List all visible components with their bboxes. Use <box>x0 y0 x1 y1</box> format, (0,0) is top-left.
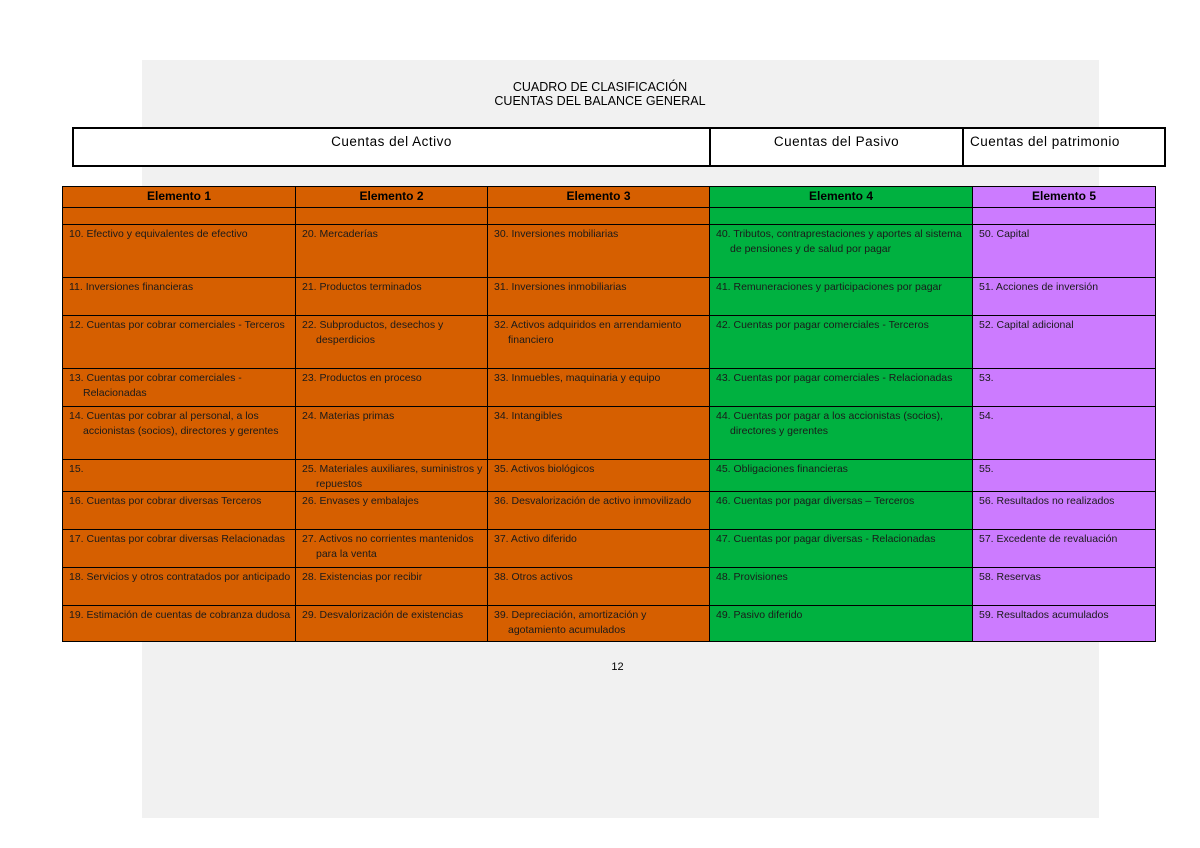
account-cell <box>488 460 710 492</box>
account-label: 31. Inversiones inmobiliarias <box>494 281 627 293</box>
account-label: 11. Inversiones financieras <box>69 281 194 293</box>
accounts-table <box>62 186 1156 642</box>
account-cell <box>488 606 710 642</box>
account-label: 33. Inmuebles, maquinaria y equipo <box>494 372 661 384</box>
account-label: 26. Envases y embalajes <box>302 495 419 507</box>
account-row <box>63 278 1156 316</box>
account-cell <box>63 460 296 492</box>
account-cell <box>710 225 973 278</box>
account-row <box>63 568 1156 606</box>
account-label: 50. Capital <box>979 228 1030 240</box>
account-cell <box>63 568 296 606</box>
account-cell <box>296 530 488 568</box>
account-cell <box>296 225 488 278</box>
account-label: 44. Cuentas por pagar a los accionistas (socios), directores y gerentes <box>716 410 944 437</box>
account-cell <box>63 407 296 460</box>
account-label: 16. Cuentas por cobrar diversas Terceros <box>69 495 262 507</box>
account-label: 25. Materiales auxiliares, suministros y repuestos <box>302 463 483 490</box>
account-label: 35. Activos biológicos <box>494 463 595 475</box>
account-cell <box>488 278 710 316</box>
account-cell <box>63 225 296 278</box>
category-header-table <box>72 127 1166 167</box>
account-label: 48. Provisiones <box>716 571 788 583</box>
account-label: 17. Cuentas por cobrar diversas Relacionadas <box>69 533 285 545</box>
account-label: 54. <box>979 410 994 422</box>
blank-cell <box>296 208 488 225</box>
title-line-1: CUADRO DE CLASIFICACIÓN <box>512 80 688 94</box>
account-label: 39. Depreciación, amortización y agotamiento acumulados <box>494 609 647 636</box>
account-cell <box>63 278 296 316</box>
account-cell <box>973 278 1156 316</box>
account-cell <box>973 407 1156 460</box>
account-cell <box>710 568 973 606</box>
category-pasivo: Cuentas del Pasivo <box>710 128 963 166</box>
account-row <box>63 369 1156 407</box>
account-cell <box>488 316 710 369</box>
account-label: 45. Obligaciones financieras <box>716 463 848 475</box>
element-header-5: Elemento 5 <box>973 187 1156 208</box>
category-patrimonio: Cuentas del patrimonio <box>963 128 1165 166</box>
account-label: 37. Activo diferido <box>494 533 577 545</box>
account-cell <box>973 460 1156 492</box>
account-label: 38. Otros activos <box>494 571 573 583</box>
account-row <box>63 492 1156 530</box>
account-label: 27. Activos no corrientes mantenidos para la venta <box>302 533 474 560</box>
account-cell <box>710 460 973 492</box>
account-cell <box>296 316 488 369</box>
account-label: 21. Productos terminados <box>302 281 422 293</box>
account-label: 22. Subproductos, desechos y desperdicios <box>302 319 444 346</box>
account-cell <box>296 369 488 407</box>
account-label: 52. Capital adicional <box>979 319 1074 331</box>
blank-cell <box>488 208 710 225</box>
account-cell <box>973 492 1156 530</box>
account-label: 59. Resultados acumulados <box>979 609 1109 621</box>
account-row <box>63 316 1156 369</box>
document-title <box>0 80 1200 108</box>
account-cell <box>973 606 1156 642</box>
account-cell <box>63 316 296 369</box>
account-label: 42. Cuentas por pagar comerciales - Terceros <box>716 319 929 331</box>
account-label: 46. Cuentas por pagar diversas – Terceros <box>716 495 915 507</box>
account-row <box>63 407 1156 460</box>
account-label: 40. Tributos, contraprestaciones y aportes al sistema de pensiones y de salud por pagar <box>716 228 962 255</box>
account-cell <box>63 492 296 530</box>
account-label: 56. Resultados no realizados <box>979 495 1115 507</box>
account-label: 49. Pasivo diferido <box>716 609 803 621</box>
account-cell <box>710 492 973 530</box>
account-label: 51. Acciones de inversión <box>979 281 1099 293</box>
account-label: 15. <box>69 463 84 475</box>
blank-cell <box>973 208 1156 225</box>
account-label: 41. Remuneraciones y participaciones por pagar <box>716 281 942 293</box>
account-label: 13. Cuentas por cobrar comerciales - Relacionadas <box>69 372 242 399</box>
account-label: 20. Mercaderías <box>302 228 378 240</box>
element-header-row <box>63 187 1156 208</box>
account-cell <box>296 492 488 530</box>
element-header-3: Elemento 3 <box>488 187 710 208</box>
account-label: 14. Cuentas por cobrar al personal, a los accionistas (socios), directores y gerentes <box>69 410 279 437</box>
account-label: 36. Desvalorización de activo inmovilizado <box>494 495 692 507</box>
element-header-2: Elemento 2 <box>296 187 488 208</box>
blank-cell <box>63 208 296 225</box>
account-cell <box>296 568 488 606</box>
account-cell <box>296 278 488 316</box>
blank-cell <box>710 208 973 225</box>
account-cell <box>63 530 296 568</box>
account-label: 53. <box>979 372 994 384</box>
account-cell <box>973 530 1156 568</box>
account-cell <box>488 225 710 278</box>
account-cell <box>710 606 973 642</box>
category-activo: Cuentas del Activo <box>73 128 710 166</box>
account-cell <box>710 407 973 460</box>
page-number: 12 <box>611 661 624 673</box>
account-row <box>63 225 1156 278</box>
account-cell <box>488 530 710 568</box>
account-cell <box>488 407 710 460</box>
account-cell <box>488 492 710 530</box>
account-cell <box>488 369 710 407</box>
account-label: 57. Excedente de revaluación <box>979 533 1118 545</box>
account-label: 30. Inversiones mobiliarias <box>494 228 619 240</box>
account-cell <box>710 278 973 316</box>
account-label: 12. Cuentas por cobrar comerciales - Terceros <box>69 319 285 331</box>
account-label: 18. Servicios y otros contratados por anticipado <box>69 571 291 583</box>
account-cell <box>710 369 973 407</box>
account-label: 34. Intangibles <box>494 410 563 422</box>
account-cell <box>488 568 710 606</box>
account-cell <box>296 606 488 642</box>
account-label: 55. <box>979 463 994 475</box>
account-row <box>63 606 1156 642</box>
account-cell <box>710 530 973 568</box>
account-label: 32. Activos adquiridos en arrendamiento financiero <box>494 319 682 346</box>
element-header-4: Elemento 4 <box>710 187 973 208</box>
account-cell <box>973 369 1156 407</box>
account-label: 47. Cuentas por pagar diversas - Relacionadas <box>716 533 936 545</box>
account-label: 23. Productos en proceso <box>302 372 422 384</box>
account-cell <box>973 568 1156 606</box>
account-cell <box>296 460 488 492</box>
element-header-1: Elemento 1 <box>63 187 296 208</box>
account-cell <box>296 407 488 460</box>
account-label: 24. Materias primas <box>302 410 395 422</box>
account-cell <box>710 316 973 369</box>
account-label: 29. Desvalorización de existencias <box>302 609 464 621</box>
account-cell <box>63 369 296 407</box>
account-row <box>63 530 1156 568</box>
account-label: 19. Estimación de cuentas de cobranza dudosa <box>69 609 291 621</box>
account-label: 43. Cuentas por pagar comerciales - Relacionadas <box>716 372 953 384</box>
account-row <box>63 460 1156 492</box>
account-cell <box>973 225 1156 278</box>
account-cell <box>63 606 296 642</box>
title-line-2: CUENTAS DEL BALANCE GENERAL <box>494 94 706 108</box>
account-cell <box>973 316 1156 369</box>
account-label: 58. Reservas <box>979 571 1041 583</box>
blank-row <box>63 208 1156 225</box>
account-label: 10. Efectivo y equivalentes de efectivo <box>69 228 248 240</box>
account-label: 28. Existencias por recibir <box>302 571 423 583</box>
